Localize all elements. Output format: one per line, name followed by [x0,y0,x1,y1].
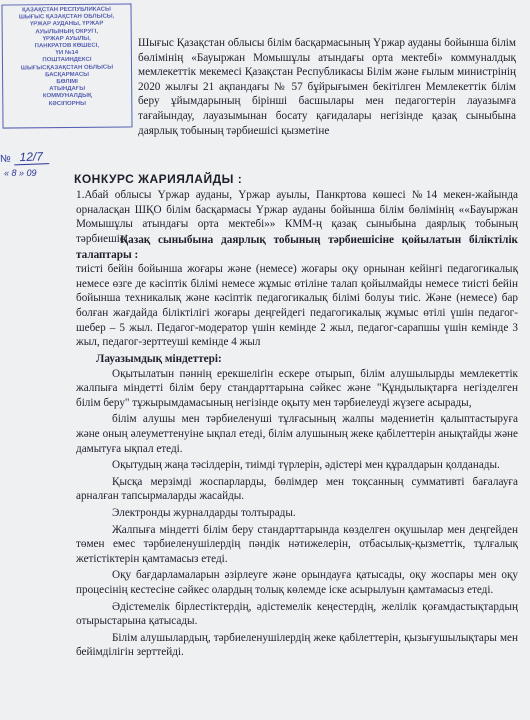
duty-item: Жалпыға міндетті білім беру стандарттарында көзделген оқушылар мен деңгейден төмен емес тәрбиеленушілердің пәндік нәтижелерін, отбасылық-қызметтік, тұлғалық жетістіктерін қамтамасыз етеді. [76,523,518,565]
qualification-title: Қазақ сыныбына даярлық тобының тәрбиешісіне қойылатын біліктілік талаптары : [76,234,518,261]
stamp-text [5,6,128,108]
address-text: 1.Абай облысы Үржар ауданы, Үржар ауылы, Панкртова көшесі №14 мекен-жайында орналасқан ШҚО білім басқармасы Үржар ауданы бойынша білім бөлімінің ««Бауыржан Момышұлы атындағы орта мектебі»» КММ-ң қазақ сыныбына даярлық тобының тәрбиешісі. [76,189,518,245]
stamp-line: БАСҚАРМАСЫ [45,71,90,79]
stamp-line: ҮРЖАР АУЫЛЫ, [42,35,91,43]
duty-item: білім алушы мен тәрбиеленуші тұлғасының жалпы мәдениетін қалыптастыруға және оның әлеуметтенуіне ықпал етеді, білім алушының жеке қабілеттерін анықтайды және дамытуға ықпал етеді. [76,413,518,455]
stamp-line: ПАНКРАТОВ КӨШЕСІ, [34,42,100,50]
stamp-line: КӘСІПОРНЫ [48,100,86,107]
stamp-line: ШЫҒЫСҚАЗАҚСТАН ОБЛЫСЫ [20,64,114,72]
intro-paragraph [138,36,516,138]
stamp-line: ҮРЖАР АУДАНЫ, ҮРЖАР [29,21,104,28]
duty-item: Оқу бағдарламаларын әзірлеуге және орындауға қатысады, оқу жоспары мен оқу процесінің кестесіне сәйкес олардың толық көлемде іске асырылуын қамтамасыз етеді. [76,569,518,596]
stamp-line: ШЫҒЫС ҚАЗАҚСТАН ОБЛЫСЫ, [18,13,115,21]
official-stamp [1,3,132,128]
duty-item: Әдістемелік бірлестіктердің, әдістемелік кеңестердің, желілік қоғамдастықтардың отырыстарына қатысады. [76,600,518,628]
duty-item: Оқытудың жаңа тәсілдерін, тиімді түрлерін, әдістері мен құралдарын қолданады. [112,459,500,472]
intro-text: Шығыс Қазақстан облысы білім басқармасының Үржар ауданы бойынша білім бөлімінің «Бауыржан Момышұлы атындағы орта мектебі» коммуналдық мемлекеттік мекемесі Қазақстан Республикасы Білім және ғылым министрінің 2020 жылғы 21 ақпандағы № 57 бұйрығымен бекітілген Мемлекеттік білім беру ұйымдарының бірінші басшылары мен педагогтерін лауазымға тағайындау, лауазымынан босату қағидалары негізінде қазақ сыныбына даярлық тобының тәрбиешісі қызметіне [138,37,516,137]
stamp-line: АТЫНДАҒЫ [49,86,86,93]
duties-title: Лауазымдық міндеттері: [96,353,222,365]
stamp-line: АУЫЛЫНЫҢ ОКРУГІ, [35,28,99,35]
duty-item: Электронды журналдарды толтырады. [112,506,296,519]
duties-list [76,367,518,660]
registration-number-prefix: № [0,153,11,165]
registration-number [0,149,49,165]
registration-number-value: 12/7 [13,149,49,165]
announcement-heading: КОНКУРС ЖАРИЯЛАЙДЫ : [74,172,243,186]
duty-item: Оқытылатын пәннің ерекшеліґін ескере отырып, білім алушылырды мемлекеттік жалпыға міндетті білім беру стандарттарына сәйкес және "Құндылықтарға негізделген білім беру" тұжырымдамасының негізінде оқыту мен тәрбиелеуді жүзеге асырады, [76,367,518,409]
stamp-line: БӨЛІМІ [56,78,78,86]
qualification-text: тиісті бейін бойынша жоғары және (немесе) жоғары оқу орнынан кейінгі педагогикалық немесе өзге де кәсіптік білімі немесе жұмыс өтіліне талап қойылмайды немесе тиісті бейін бойынша техникалық және кәсіптік педагогикалық білімі болуы тиіс. Және (немесе) бар болған жағдайда біліктілігі жоғары деңгейдегі педагогикалық жұмыс өтілі үшін педагог-шебер – 5 жыл. Педагог-модератор үшін кемінде 2 жыл, педагог-сарапшы үшін кемінде 3 жыл, педагог-зерттеуші кемінде 4 жыл [76,263,518,349]
duty-item: Білім алушылардың, тәрбиеленушілердің жеке қабілеттерін, қызығушылықтары мен бейімділігін зерттейді. [76,631,518,659]
registration-date: « 8 » 09 [4,168,37,178]
stamp-line: ПОШТАИНДЕКСІ [42,57,92,64]
duty-item: Қысқа мерзімді жоспарларды, бөлімдер мен тоқсанның суммативті бағалауға арналған тапсырмаларды жасайды. [76,475,518,503]
stamp-line: ҮЙ №14 [55,50,79,57]
stamp-line: КОММУНАЛДЫҚ [42,93,92,100]
duties-section [76,352,518,660]
qualification-section [76,233,518,350]
stamp-line: ҚАЗАҚСТАН РЕСПУБЛИКАСЫ [22,6,111,14]
